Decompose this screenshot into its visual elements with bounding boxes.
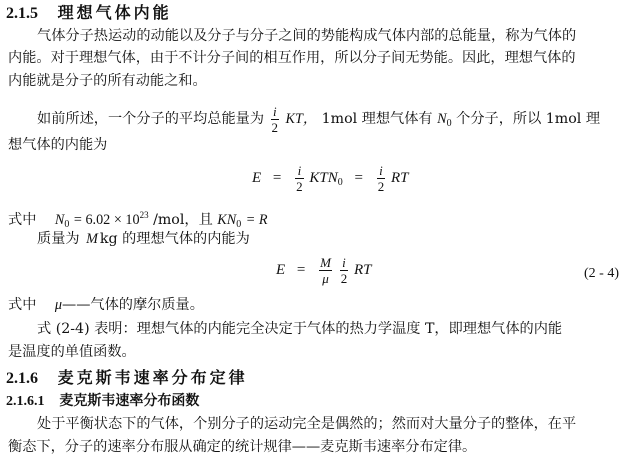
fraction: $\frac{i}{2}$ (377, 163, 385, 194)
eq-ktn0: $KTN_0$ (309, 169, 343, 188)
equation-2: E = $\frac{M}{\mu}$ $\frac{i}{2}$ RT (276, 255, 372, 286)
paragraph-line: 质量为 M kg 的理想气体的内能为 (37, 231, 250, 247)
paragraph-line: 内能。对于理想气体，由于不计分子间的相互作用，所以分子间无势能。因此，理想气体的 (8, 50, 576, 66)
text-run: 如前所述，一个分子的平均总能量为 (37, 111, 265, 127)
eq-sign: = (354, 169, 363, 186)
symbol-n0: $N_0$ (437, 111, 452, 129)
section-title: 理想气体内能 (57, 3, 172, 22)
paragraph-line: 气体分子热运动的动能以及分子与分子之间的势能构成气体内部的总能量，称为气体的 (37, 28, 577, 44)
paragraph-line: 式 (2-4) 表明：理想气体的内能完全决定于气体的热力学温度 T，即理想气体的内能 (37, 321, 563, 337)
section-number: 2.1.5 (6, 5, 38, 22)
section-heading-2-1-6: 2.1.6 麦克斯韦速率分布定律 (6, 368, 248, 387)
numerator: i (272, 103, 277, 119)
equation-tag: (2 - 4) (584, 266, 619, 281)
section-heading-2-1-5 (6, 4, 172, 23)
paragraph-line: 处于平衡状态下的气体，个别分子的运动完全是偶然的；然而对大量分子的整体，在平 (37, 416, 577, 432)
text-run: 个分子，所以 1mol 理 (456, 111, 601, 127)
paragraph-line: 内能就是分子的所有动能之和。 (8, 73, 207, 89)
denominator: 2 (271, 119, 279, 135)
eq-lhs: E (252, 169, 262, 186)
text-run: 1mol 理想气体有 (321, 111, 433, 127)
subsection-heading-2-1-6-1: 2.1.6.1 麦克斯韦速率分布函数 (6, 393, 200, 409)
eq-rhs: RT (390, 169, 409, 186)
paragraph-line-with-formula (37, 104, 600, 139)
paragraph-line: 想气体的内能为 (8, 137, 108, 153)
where-line-2: 式中 μ——气体的摩尔质量。 (8, 297, 204, 313)
fraction (271, 105, 280, 134)
equation-1 (252, 164, 408, 193)
where-line-1: 式中 $N_0 = 6.02 \times 10^{23}$ /mol，且 $KN_0 = R$ (8, 210, 268, 230)
fraction: $\frac{i}{2}$ (340, 255, 348, 286)
eq-sign: = (272, 169, 282, 186)
paragraph-line: 衡态下，分子的速率分布服从确定的统计规律——麦克斯韦速率分布定律。 (8, 439, 477, 455)
formula-kt: KT， (285, 111, 318, 127)
paragraph-line: 是温度的单值函数。 (8, 344, 136, 360)
fraction: $\frac{M}{\mu}$ (320, 255, 331, 286)
fraction: $\frac{i}{2}$ (296, 163, 303, 194)
